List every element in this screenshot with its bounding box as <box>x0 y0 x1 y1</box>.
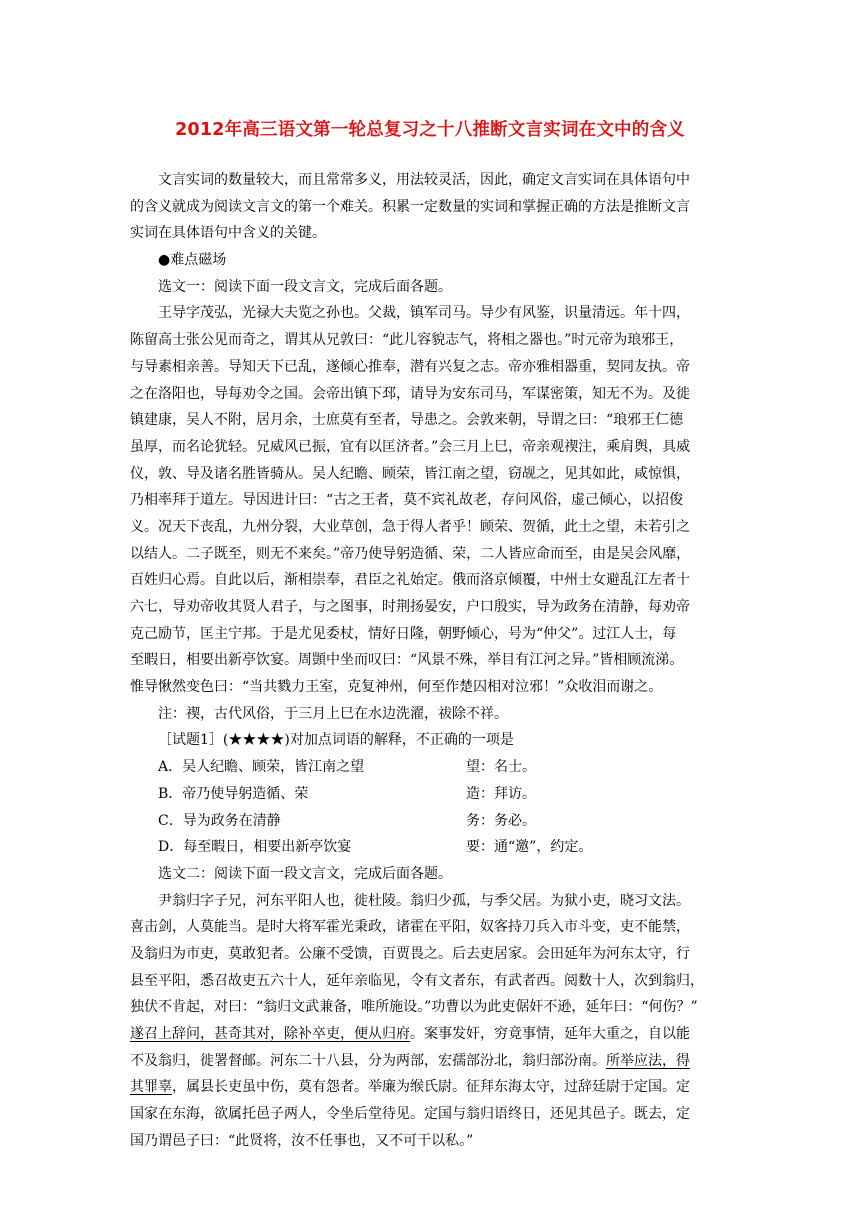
passage1-line: 克己励节，匡主宁邦。于是尤见委杖，情好日隆，朝野倾心，号为“仲父”。过江人士，每 <box>130 625 677 642</box>
option-sentence: A．吴人纪瞻、顾荣，皆江南之望 <box>158 759 365 776</box>
option-c <box>130 808 730 835</box>
option-b <box>130 781 730 808</box>
option-gloss: 造：拜访。 <box>466 785 536 802</box>
intro-line: 的含义就成为阅读文言文的第一个难关。积累一定数量的实词和掌握正确的方法是推断文言 <box>130 198 690 215</box>
option-sentence: C．导为政务在清静 <box>158 812 281 829</box>
passage1-line: 王导字茂弘，光禄大夫览之孙也。父裁，镇军司马。导少有风鉴，识量清远。年十四， <box>158 305 690 322</box>
option-gloss: 务：务必。 <box>466 812 536 829</box>
document-title: 2012年高三语文第一轮总复习之十八推断文言实词在文中的含义 <box>175 120 685 140</box>
passage1-line: 惟导愀然变色曰：“当共戮力王室，克复神州，何至作楚囚相对泣邪！”众收泪而谢之。 <box>130 679 663 696</box>
passage1-line: 义。况天下丧乱，九州分裂，大业草创，急于得人者乎！顾荣、贺循，此土之望，未若引之 <box>130 518 690 535</box>
passage2-line: 国家在东海，欲属托邑子两人，令坐后堂待见。定国与翁归语终日，还见其邑子。既去，定 <box>130 1106 690 1123</box>
passage2-line <box>130 1021 730 1048</box>
passage1-line: 以结人。二子既至，则无不来矣。”帝乃使导躬造循、荣，二人皆应命而至，由是吴会风靡， <box>130 545 691 562</box>
option-d <box>130 834 730 861</box>
passage2-text: 。案事发奸，穷竟事情，延年大重之，自以能 <box>410 1026 690 1042</box>
passage1-line: 仪，敦、导及诸名胜皆骑从。吴人纪瞻、顾荣，皆江南之望，窃觇之，见其如此，咸惊惧， <box>130 465 690 482</box>
passage1-line: 之在洛阳也，导每劝令之国。会帝出镇下邳，请导为安东司马，军谋密策，知无不为。及徙 <box>130 385 690 402</box>
passage1-line: 镇建康，吴人不附，居月余，士庶莫有至者，导患之。会敦来朝，导谓之曰：“琅邪王仁德 <box>130 412 684 429</box>
passage1-line: 陈留高士张公见而奇之，谓其从兄敦曰：“此儿容貌志气，将相之器也。”时元帝为琅邪王， <box>130 332 684 349</box>
section-heading: ●难点磁场 <box>158 252 227 269</box>
passage2-line: 县至平阳，悉召故吏五六十人，延年亲临见，令有文者东，有武者西。阅数十人，次到翁归， <box>130 972 704 989</box>
passage1-line: 百姓归心焉。自此以后，渐相崇奉，君臣之礼始定。俄而洛京倾覆，中州士女避乱江左者十 <box>130 572 690 589</box>
passage1-line: 六七，导劝帝收其贤人君子，与之图事，时荆扬晏安，户口殷实，导为政务在清静，每劝帝 <box>130 599 690 615</box>
note: 注：禊，古代风俗，于三月上巳在水边洗濯，祓除不祥。 <box>158 705 508 722</box>
document-body <box>130 167 730 1154</box>
passage2-line: 尹翁归字子兄，河东平阳人也，徙杜陵。翁归少孤，与季父居。为狱小吏，晓习文法。 <box>158 892 690 909</box>
option-gloss: 要：通“邀”，约定。 <box>466 839 593 856</box>
underlined-sentence: 所举应法，得 <box>606 1052 690 1069</box>
underlined-sentence: 其罪辜 <box>130 1079 172 1096</box>
passage2-text: ，属县长吏虽中伤，莫有怨者。举廉为缑氏尉。征拜东海太守，过辞廷尉于定国。定 <box>172 1079 690 1096</box>
option-sentence: B．帝乃使导躬造循、荣 <box>158 785 309 802</box>
passage2-line <box>130 1074 730 1101</box>
passage2-heading: 选文二：阅读下面一段文言文，完成后面各题。 <box>158 865 452 882</box>
passage1-line: 与导素相亲善。导知天下已乱，遂倾心推奉，潜有兴复之志。帝亦雅相器重，契同友执。帝 <box>130 358 690 375</box>
option-gloss: 望：名士。 <box>466 759 536 776</box>
passage1-line: 至暇日，相要出新亭饮宴。周顗中坐而叹曰：“风景不殊，举目有江河之异。”皆相顾流涕。 <box>130 652 684 669</box>
passage2-line <box>130 1048 730 1075</box>
passage2-line: 独伏不肯起，对曰：“翁归文武兼备，唯所施设。”功曹以为此吏倨奸不逊，延年曰：“何伤？” <box>130 999 698 1016</box>
passage2-line: 喜击剑，人莫能当。是时大将军霍光秉政，诸霍在平阳，奴客持刀兵入市斗变，吏不能禁， <box>130 919 690 936</box>
passage1-line: 虽厚，而名论犹轻。兄威风已振，宜有以匡济者。”会三月上巳，帝亲观禊注，乘肩舆，具威 <box>130 438 691 455</box>
passage1-heading: 选文一：阅读下面一段文言文，完成后面各题。 <box>158 278 452 295</box>
passage2-line: 国乃谓邑子曰：“此贤将，汝不任事也，又不可干以私。” <box>130 1132 474 1149</box>
question-text: ［试题1］(★★★★)对加点词语的解释，不正确的一项是 <box>158 732 514 749</box>
passage2-text: 不及翁归，徙署督邮。河东二十八县，分为两部，宏孺部汾北，翁归部汾南。 <box>130 1052 606 1069</box>
passage1-line: 乃相率拜于道左。导因进计曰：“古之王者，莫不宾礼故老，存问风俗，虚己倾心，以招俊 <box>130 492 684 509</box>
option-sentence: D．每至暇日，相要出新亭饮宴 <box>158 839 352 856</box>
intro-line: 文言实词的数量较大，而且常常多义，用法较灵活，因此，确定文言实词在具体语句中 <box>158 172 690 188</box>
option-a <box>130 754 730 781</box>
intro-line: 实词在具体语句中含义的关键。 <box>130 225 326 242</box>
passage2-line: 及翁归为市吏，莫敢犯者。公廉不受馈，百贾畏之。后去吏居家。会田延年为河东太守，行 <box>130 945 690 962</box>
underlined-sentence: 遂召上辞问，甚奇其对，除补卒吏，便从归府 <box>130 1026 410 1042</box>
